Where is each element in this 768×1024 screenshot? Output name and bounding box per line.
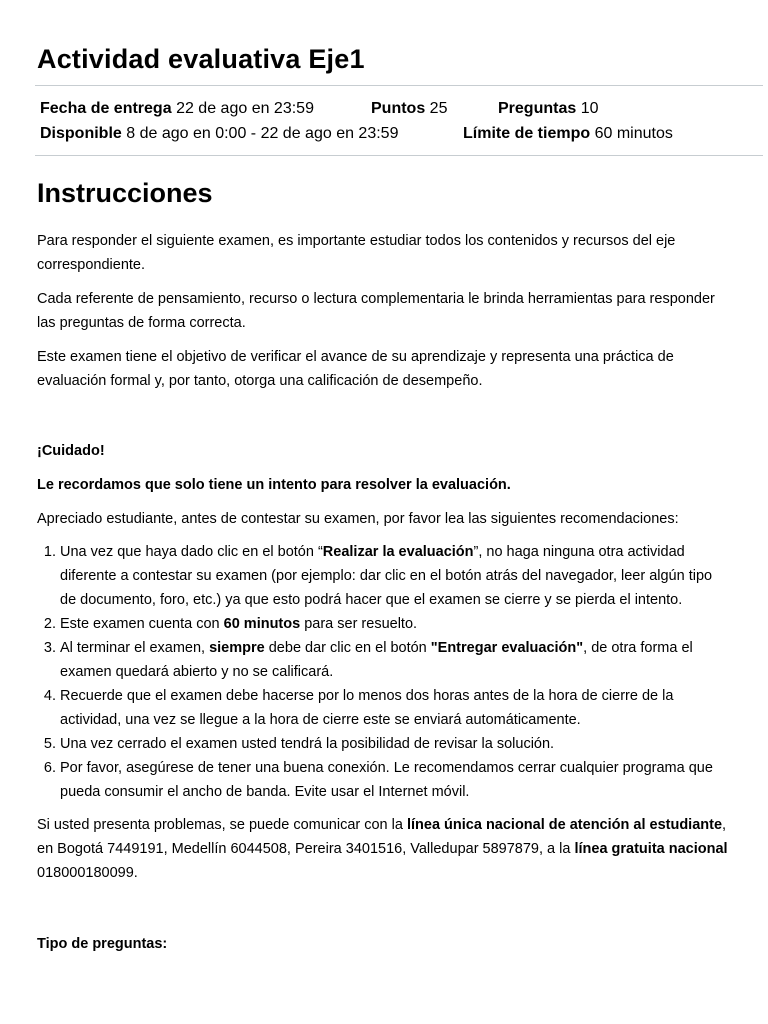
list-item-text: , de otra forma el examen quedará abierto y no se calificará. [60, 640, 693, 680]
single-attempt-notice: Le recordamos que solo tiene un intento para resolver la evaluación. [37, 477, 511, 493]
points-value: 25 [429, 100, 448, 117]
list-item: 5. Una vez cerrado el examen usted tendrá la posibilidad de revisar la solución. [60, 732, 731, 756]
time-limit-label: Límite de tiempo [463, 125, 591, 142]
caution-heading: ¡Cuidado! [37, 443, 105, 459]
due-date [40, 96, 371, 121]
question-type-heading: Tipo de preguntas: [37, 936, 168, 952]
support-text: 018000180099. [37, 865, 138, 881]
list-item [60, 636, 731, 684]
support-text: , en Bogotá 7449191, Medellín 6044508, Pereira 3401516, Valledupar 5897879, a la [37, 817, 727, 857]
list-item [60, 612, 731, 636]
due-date-value: 22 de ago en 23:59 [176, 100, 314, 117]
divider [35, 155, 763, 156]
list-item-emphasis: "Entregar evaluación" [430, 640, 584, 656]
quiz-details-row-2 [40, 121, 731, 146]
list-item-text: Una vez que haya dado clic en el botón “ [60, 544, 323, 560]
instructions-heading: Instrucciones [37, 178, 213, 208]
available [40, 121, 463, 146]
points [371, 96, 498, 121]
list-item-text: para ser resuelto. [300, 616, 418, 632]
list-item [60, 540, 731, 612]
support-text: Si usted presenta problemas, se puede comunicar con la [37, 817, 407, 833]
list-item-text: Al terminar el examen, [60, 640, 210, 656]
list-item-text: debe dar clic en el botón [264, 640, 431, 656]
time-limit [463, 121, 673, 146]
questions-label: Preguntas [498, 100, 577, 117]
instructions-paragraph: Para responder el siguiente examen, es importante estudiar todos los contenidos y recursos del eje correspondiente. [37, 233, 676, 273]
list-item: 4. Recuerde que el examen debe hacerse por lo menos dos horas antes de la hora de cierre de la actividad, una vez se llegue a la hora de cierre este se enviará automáticamente. [60, 684, 731, 732]
quiz-details-row-1 [40, 96, 731, 121]
page-title: Actividad evaluativa Eje1 [37, 44, 365, 74]
quiz-details [37, 86, 731, 155]
support-contact-paragraph [37, 813, 731, 885]
list-item-text: Este examen cuenta con [60, 616, 224, 632]
list-item-emphasis: 60 minutos [223, 616, 301, 632]
questions [498, 96, 599, 121]
due-date-label: Fecha de entrega [40, 100, 172, 117]
questions-value: 10 [580, 100, 599, 117]
recommendations-intro: Apreciado estudiante, antes de contestar su examen, por favor lea las siguientes recomendaciones: [37, 511, 679, 527]
support-emphasis: línea gratuita nacional [574, 841, 728, 857]
instructions-paragraph: Cada referente de pensamiento, recurso o lectura complementaria le brinda herramientas para responder las preguntas de forma correcta. [37, 291, 715, 331]
list-item: 6. Por favor, asegúrese de tener una buena conexión. Le recomendamos cerrar cualquier programa que pueda consumir el ancho de banda. Evite usar el Internet móvil. [60, 756, 731, 804]
list-item-text: ”, no haga ninguna otra actividad diferente a contestar su examen (por ejemplo: dar clic en el botón atrás del navegador, leer algún tipo de documento, foro, etc.) ya que esto podrá hacer que el examen se cierre y se pierda el intento. [60, 544, 713, 608]
time-limit-value: 60 minutos [594, 125, 673, 142]
list-item-emphasis: Realizar la evaluación [322, 544, 474, 560]
available-label: Disponible [40, 125, 122, 142]
list-item-emphasis: siempre [209, 640, 265, 656]
support-emphasis: línea única nacional de atención al estudiante [406, 817, 723, 833]
points-label: Puntos [371, 100, 426, 117]
recommendations-list [37, 540, 731, 804]
instructions-paragraph: Este examen tiene el objetivo de verificar el avance de su aprendizaje y representa una práctica de evaluación formal y, por tanto, otorga una calificación de desempeño. [37, 349, 674, 389]
available-value: 8 de ago en 0:00 - 22 de ago en 23:59 [126, 125, 399, 142]
